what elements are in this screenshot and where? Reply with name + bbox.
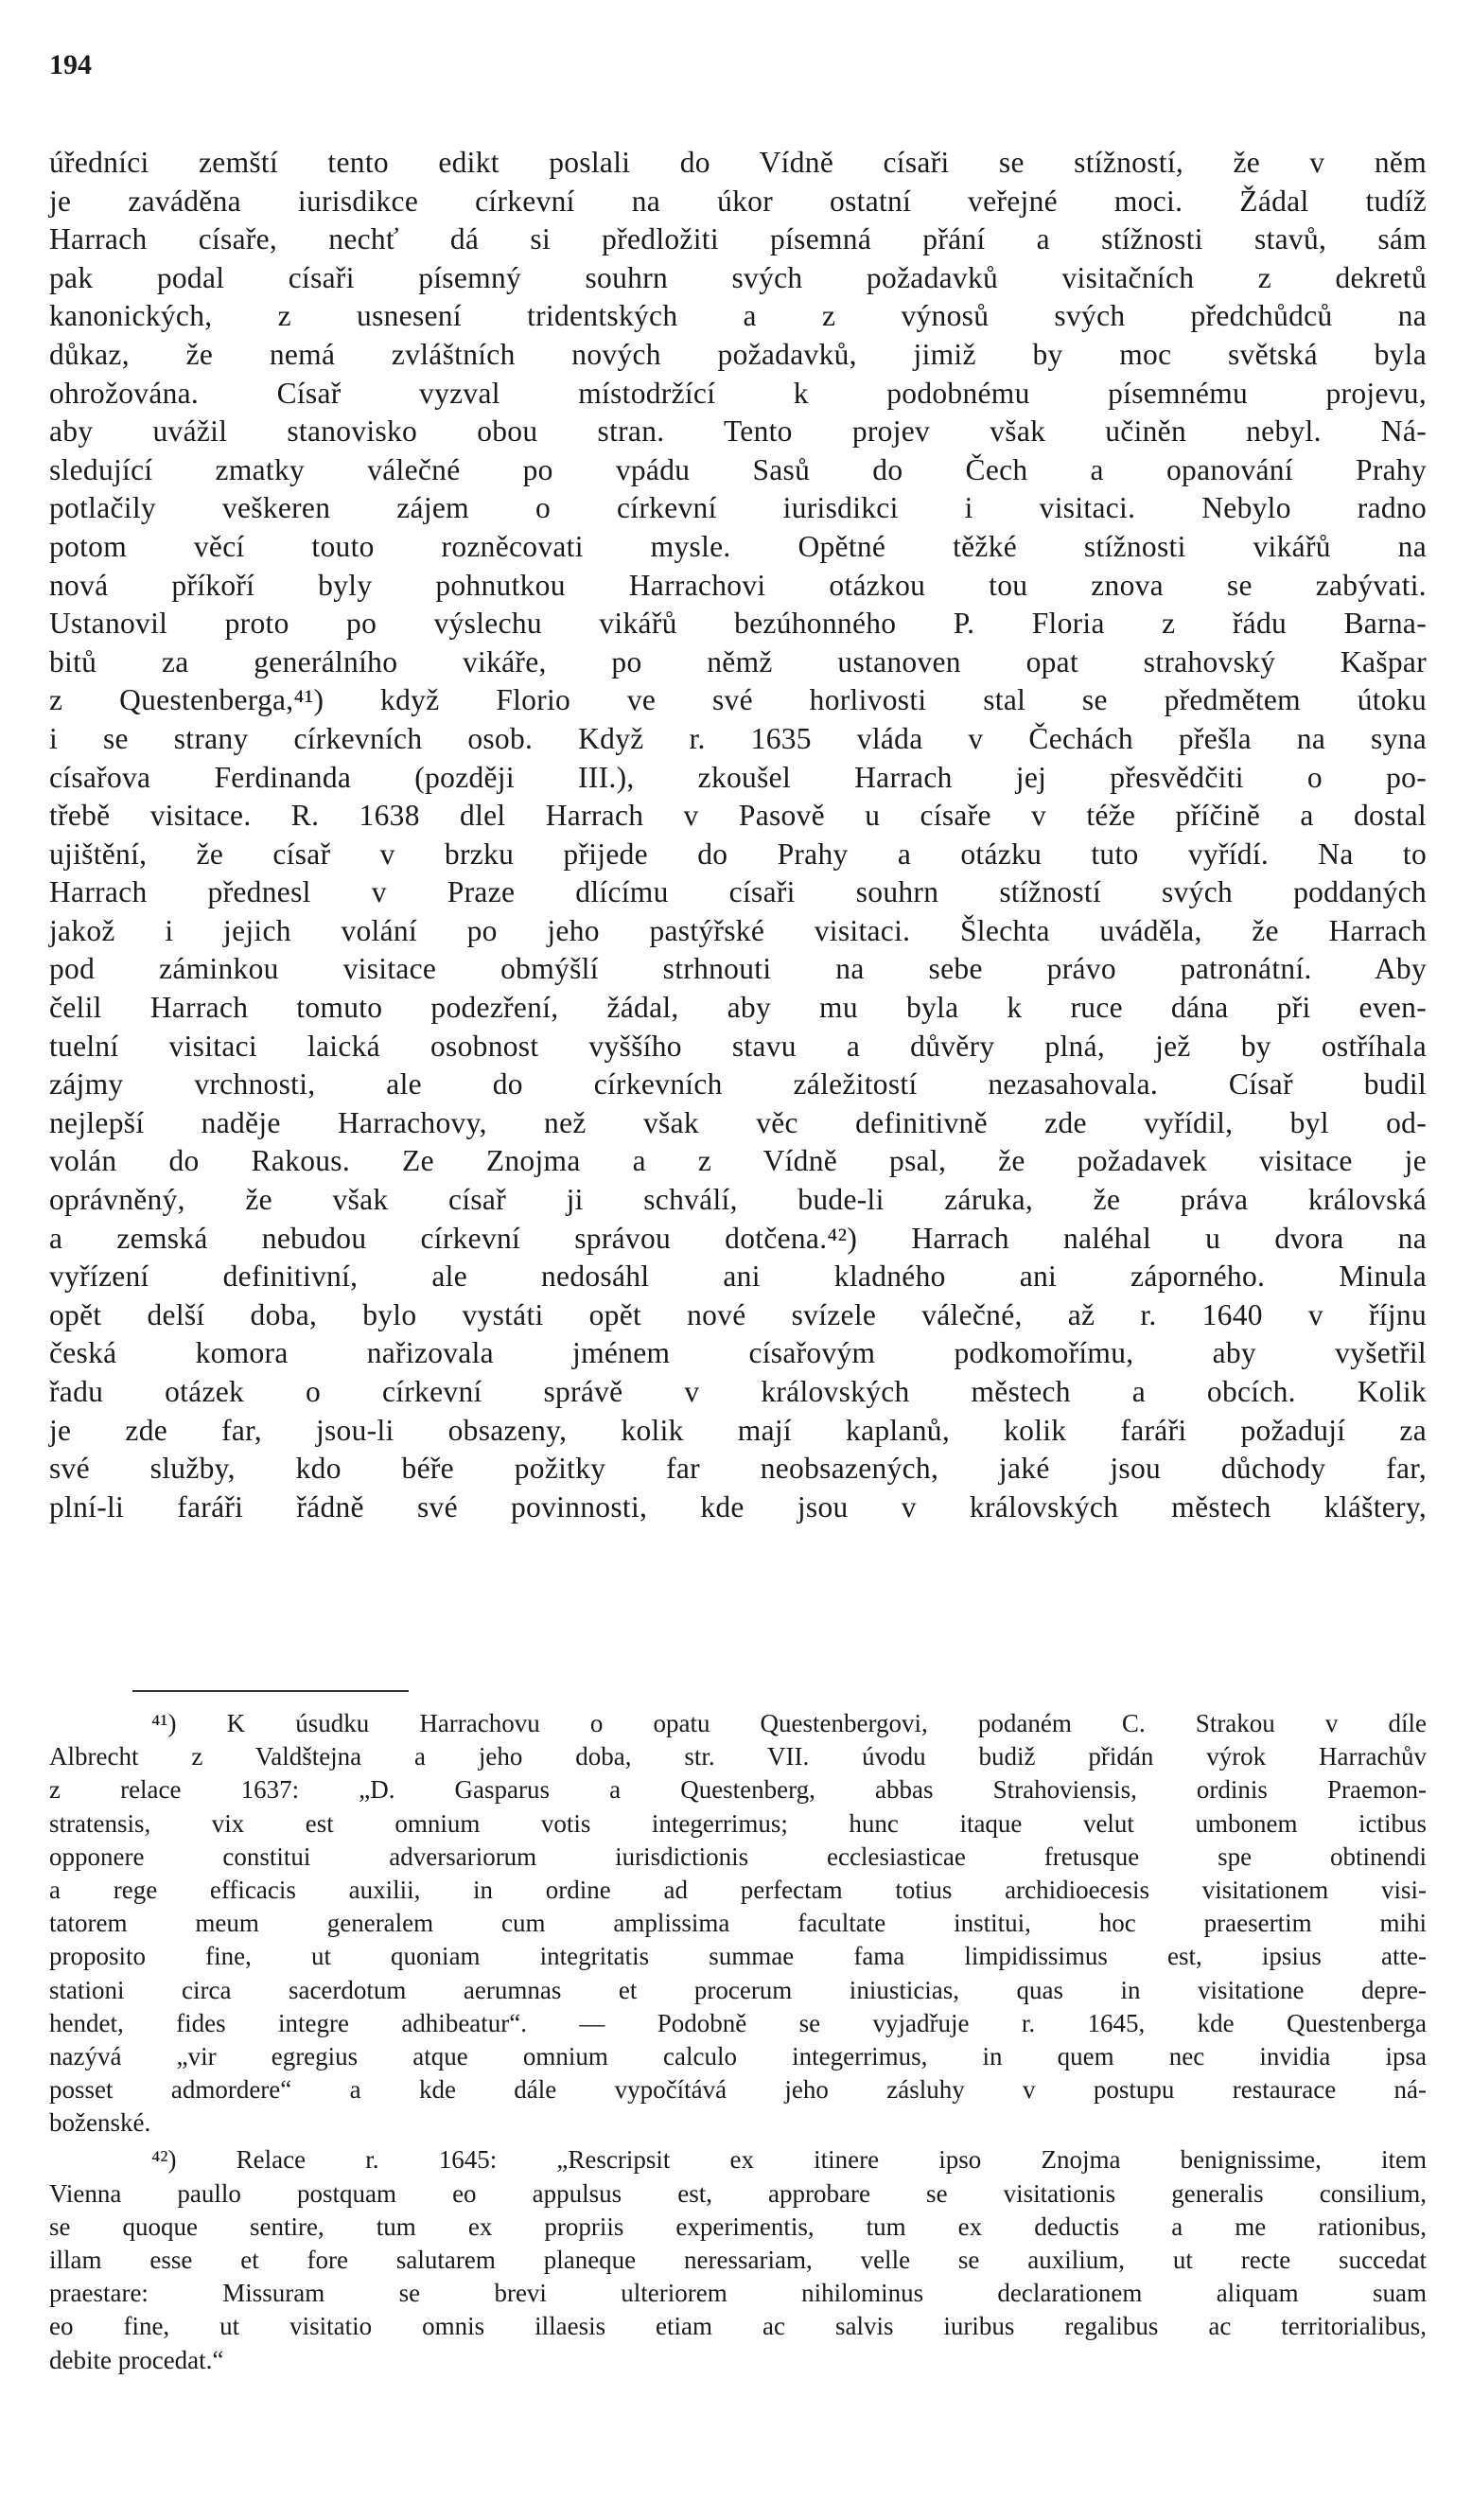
footnote-line: debite procedat.“: [49, 2345, 224, 2374]
body-line: ujištění, že císař v brzku přijede do Prahy a otázku tuto vyřídí. Na to: [49, 837, 1427, 871]
body-line: tuelní visitaci laická osobnost vyššího stavu a důvěry plná, jež by ostříhala: [49, 1029, 1427, 1063]
body-line: své služby, kdo béře požitky far neobsazených, jaké jsou důchody far,: [49, 1452, 1427, 1486]
footnote-line: hendet, fides integre adhibeatur“. — Podobně se vyjadřuje r. 1645, kde Questenberga: [49, 2008, 1427, 2037]
body-line: Ustanovil proto po výslechu vikářů bezúhonného P. Floria z řádu Barna-: [49, 607, 1427, 641]
footnote-line: opponere constitui adversariorum iurisdictionis ecclesiasticae fretusque spe obtinendi: [49, 1842, 1427, 1871]
footnote-line: posset admordere“ a kde dále vypočítává jeho zásluhy v postupu restaurace ná-: [49, 2075, 1427, 2105]
body-line: nejlepší naděje Harrachovy, než však věc definitivně zde vyřídil, byl od-: [49, 1105, 1427, 1139]
footnote-line: a rege efficacis auxilii, in ordine ad perfectam totius archidioecesis visitationem visi-: [49, 1875, 1427, 1904]
footnote-separator: [132, 1690, 409, 1692]
body-line: potlačily veškeren zájem o církevní iurisdikci i visitaci. Nebylo radno: [49, 491, 1427, 525]
footnote-line: tatorem meum generalem cum amplissima facultate institui, hoc praesertim mihi: [49, 1909, 1427, 1938]
body-line: pod záminkou visitace obmýšlí strhnouti na sebe právo patronátní. Aby: [49, 952, 1427, 986]
body-line: řadu otázek o církevní správě v královských městech a obcích. Kolik: [49, 1375, 1427, 1408]
footnote-line: proposito fine, ut quoniam integritatis summae fama limpidissimus est, ipsius atte-: [49, 1942, 1427, 1971]
body-line: aby uvážil stanovisko obou stran. Tento projev však učiněn nebyl. Ná-: [49, 414, 1427, 449]
page-number: 194: [49, 49, 92, 80]
body-line: pak podal císaři písemný souhrn svých požadavků visitačních z dekretů: [49, 260, 1427, 294]
footnote-line: Vienna paullo postquam eo appulsus est, approbare se visitationis generalis consilium,: [49, 2178, 1427, 2208]
body-line: Harrach přednesl v Praze dlícímu císaři souhrn stížností svých poddaných: [49, 875, 1427, 909]
body-line: zájmy vrchnosti, ale do církevních záležitostí nezasahovala. Císař budil: [49, 1067, 1427, 1101]
footnote-line: nazývá „vir egregius atque omnium calculo integerrimus, in quem nec invidia ipsa: [49, 2041, 1427, 2071]
body-line: ohrožována. Císař vyzval místodržící k podobnému písemnému projevu,: [49, 376, 1427, 410]
body-line: nová příkoří byly pohnutkou Harrachovi otázkou tou znova se zabývati.: [49, 568, 1427, 602]
body-line: i se strany církevních osob. Když r. 1635 vláda v Čechách přešla na syna: [49, 721, 1427, 755]
footnote-line: ⁴²) Relace r. 1645: „Rescripsit ex itinere ipso Znojma benignissime, item: [151, 2145, 1427, 2175]
body-line: čelil Harrach tomuto podezření, žádal, aby mu byla k ruce dána při even-: [49, 991, 1427, 1025]
body-line: z Questenberga,⁴¹) když Florio ve své horlivosti stal se předmětem útoku: [49, 683, 1427, 717]
body-text: [49, 144, 1427, 1526]
body-line: bitů za generálního vikáře, po němž ustanoven opat strahovský Kašpar: [49, 644, 1427, 678]
body-line: úředníci zemští tento edikt poslali do Vídně císaři se stížností, že v něm: [49, 146, 1427, 179]
body-line: jakož i jejich volání po jeho pastýřské visitaci. Šlechta uváděla, že Harrach: [49, 913, 1427, 947]
body-line: česká komora nařizovala jménem císařovým podkomořímu, aby vyšetřil: [49, 1336, 1427, 1370]
footnote-line: praestare: Missuram se brevi ulteriorem nihilominus declarationem aliquam suam: [49, 2279, 1427, 2308]
footnote-line: stratensis, vix est omnium votis integerrimus; hunc itaque velut umbonem ictibus: [49, 1808, 1427, 1838]
body-line: opět delší doba, bylo vystáti opět nové svízele válečné, až r. 1640 v říjnu: [49, 1297, 1427, 1331]
footnote-line: Albrecht z Valdštejna a jeho doba, str. VII. úvodu budiž přidán výrok Harrachův: [49, 1742, 1427, 1771]
footnote: [49, 2143, 1427, 2376]
footnote-line: eo fine, ut visitatio omnis illaesis etiam ac salvis iuribus regalibus ac territorialibus,: [49, 2312, 1427, 2341]
footnote-line: se quoque sentire, tum ex propriis experimentis, tum ex deductis a me rationibus,: [49, 2212, 1427, 2241]
body-line: císařova Ferdinanda (později III.), zkoušel Harrach jej přesvědčiti o po-: [49, 760, 1427, 794]
footnotes: [49, 1707, 1427, 2377]
body-line: je zde far, jsou-li obsazeny, kolik mají kaplanů, kolik faráři požadují za: [49, 1413, 1427, 1447]
body-line: oprávněný, že však císař ji schválí, bude-li záruka, že práva královská: [49, 1183, 1427, 1217]
body-line: a zemská nebudou církevní správou dotčena.⁴²) Harrach naléhal u dvora na: [49, 1221, 1427, 1255]
body-line: je zaváděna iurisdikce církevní na úkor ostatní veřejné moci. Žádal tudíž: [49, 184, 1427, 218]
body-line: kanonických, z usnesení tridentských a z výnosů svých předchůdců na: [49, 299, 1427, 333]
body-line: potom věcí touto rozněcovati mysle. Opětné těžké stížnosti vikářů na: [49, 529, 1427, 563]
footnote-line: boženské.: [49, 2108, 151, 2138]
body-line: plní-li faráři řádně své povinnosti, kde jsou v královských městech kláštery,: [49, 1489, 1427, 1524]
footnote-line: z relace 1637: „D. Gasparus a Questenberg, abbas Strahoviensis, ordinis Praemon-: [49, 1775, 1427, 1805]
body-line: vyřízení definitivní, ale nedosáhl ani kladného ani záporného. Minula: [49, 1260, 1427, 1294]
body-line: třebě visitace. R. 1638 dlel Harrach v Pasově u císaře v téže příčině a dostal: [49, 799, 1427, 833]
footnote: [49, 1707, 1427, 2140]
body-line: volán do Rakous. Ze Znojma a z Vídně psal, že požadavek visitace je: [49, 1144, 1427, 1178]
body-line: Harrach císaře, nechť dá si předložiti písemná přání a stížnosti stavů, sám: [49, 222, 1427, 256]
footnote-line: stationi circa sacerdotum aerumnas et procerum iniusticias, quas in visitatione depre-: [49, 1975, 1427, 2004]
body-line: důkaz, že nemá zvláštních nových požadavků, jimiž by moc světská byla: [49, 337, 1427, 371]
footnote-line: ⁴¹) K úsudku Harrachovu o opatu Questenbergovi, podaném C. Strakou v díle: [151, 1709, 1427, 1737]
body-line: sledující zmatky válečné po vpádu Sasů do Čech a opanování Prahy: [49, 452, 1427, 486]
footnote-line: illam esse et fore salutarem planeque neressariam, velle se auxilium, ut recte succedat: [49, 2246, 1427, 2274]
